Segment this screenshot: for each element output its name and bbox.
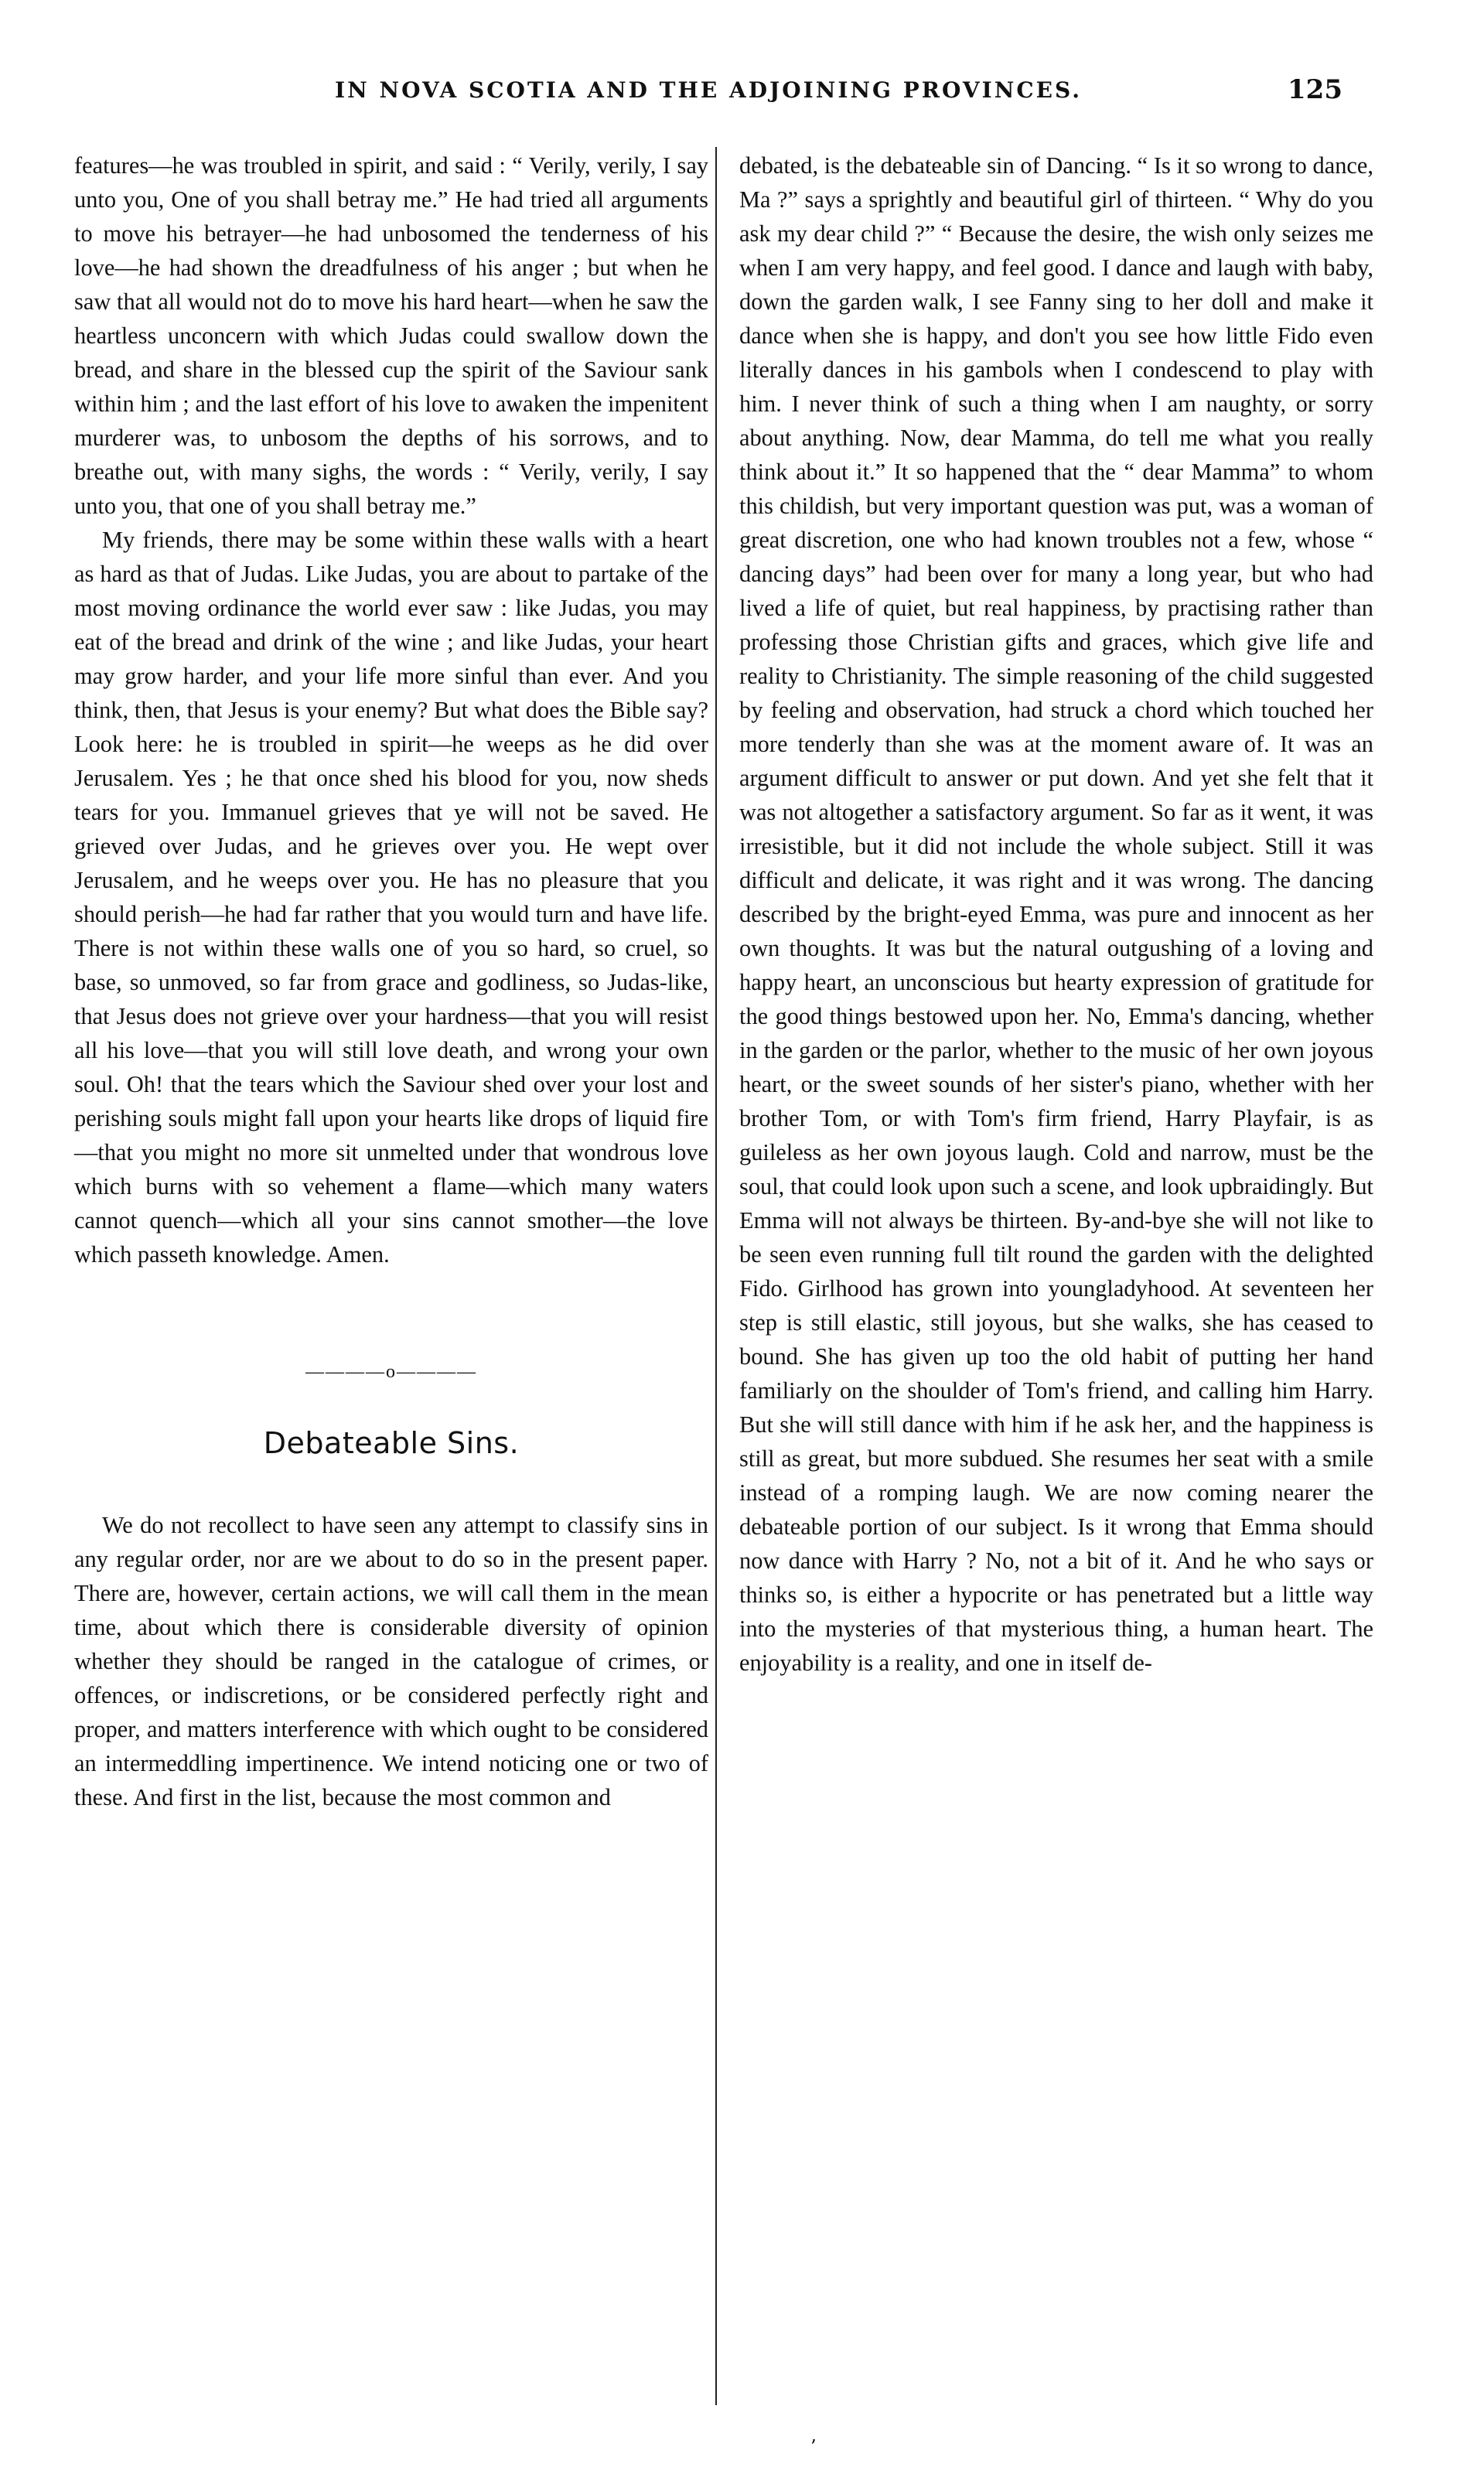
paragraph-sermon-appeal: My friends, there may be some within these walls with a heart as hard as that of Judas. Like Judas, you are about to partake of the most moving ordinance the world ever saw : like Judas, you may eat of the bread and drink of the wine ; and like Judas, your heart may grow harder, and your life more sinful than ever. And you think, then, that Jesus is your enemy? But what does the Bible say? Look here: he is troubled in spirit—he weeps as he did over Jerusalem. Yes ; he that once shed his blood for you, now sheds tears for you. Immanuel grieves that ye will not be saved. He grieved over Judas, and he grieves over you. He wept over Jerusalem, and he weeps over you. He has no pleasure that you should perish—he had far rather that you would turn and have life. There is not within these walls one of you so hard, so cruel, so base, so unmoved, so far from grace and godliness, so Judas-like, that Jesus does not grieve over your hardness—that you will resist all his love—that you will still love death, and wrong your own soul. Oh! that the tears which the Saviour shed over your lost and perishing souls might fall upon your hearts like drops of liquid fire—that you might no more sit unmelted under that wondrous love which burns with so vehement a flame—which many waters cannot quench—which all your sins cannot smother—the love which passeth knowledge. Amen. [74, 527, 708, 1268]
column-rule [715, 147, 717, 2405]
paragraph-sermon-end: features—he was troubled in spirit, and said : “ Verily, verily, I say unto you, One of you shall betray me.” He had tried all arguments to move his betrayer—he had unbosomed the tenderness of his love—he had shown the dreadfulness of his anger ; but when he saw that all would not do to move his hard heart—when he saw the heartless unconcern with which Judas could swallow down the bread, and share in the blessed cup the spirit of the Saviour sank within him ; and the last effort of his love to awaken the impenitent murderer was, to unbosom the depths of his sorrows, and to breathe out, with many sighs, the words : “ Verily, verily, I say unto you, that one of you shall betray me.” [74, 152, 708, 519]
page-number: 125 [1288, 74, 1342, 105]
bottom-mark: ’ [810, 2436, 817, 2458]
right-column [739, 148, 1373, 1680]
article-title: Debateable Sins. [263, 1426, 520, 1460]
section-divider: ————o———— [305, 1362, 477, 1382]
paragraph-debateable-intro: We do not recollect to have seen any attempt to classify sins in any regular order, nor are we about to do so in the present paper. There are, however, certain actions, we will call them in the mean time, about which there is considerable diversity of opinion whether they should be ranged in the catalogue of crimes, or offences, or indiscretions, or be considered perfectly right and proper, and matters interference with which ought to be considered an intermeddling impertinence. We intend noticing one or two of these. And first in the list, because the most common and [74, 1512, 708, 1810]
running-head-title: IN NOVA SCOTIA AND THE ADJOINING PROVINCES. [335, 77, 1082, 103]
paragraph-dancing: debated, is the debateable sin of Dancing. “ Is it so wrong to dance, Ma ?” says a sprightly and beautiful girl of thirteen. “ Why do you ask my dear child ?” “ Because the desire, the wish only seizes me when I am very happy, and feel good. I dance and laugh with baby, down the garden walk, I see Fanny sing to her doll and make it dance when she is happy, and don't you see how little Fido even literally dances in his gambols when I condescend to play with him. I never think of such a thing when I am naughty, or sorry about anything. Now, dear Mamma, do tell me what you really think about it.” It so happened that the “ dear Mamma” to whom this childish, but very important question was put, was a woman of great discretion, one who had known troubles not a few, whose “ dancing days” had been over for many a long year, but who had lived a life of quiet, but real happiness, by practising rather than professing those Christian gifts and graces, which give life and reality to Christianity. The simple reasoning of the child suggested by feeling and observation, had struck a chord which touched her more tenderly than she was at the moment aware of. It was an argument difficult to answer or put down. And yet she felt that it was not altogether a satisfactory argument. So far as it went, it was irresistible, but it did not include the whole subject. Still it was difficult and delicate, it was right and it was wrong. The dancing described by the bright-eyed Emma, was pure and innocent as her own thoughts. It was but the natural outgushing of a loving and happy heart, an unconscious but hearty expression of gratitude for the good things bestowed upon her. No, Emma's dancing, whether in the garden or the parlor, whether to the music of her own joyous heart, or the sweet sounds of her sister's piano, whether with her brother Tom, or with Tom's firm friend, Harry Playfair, is as guileless as her own joyous laugh. Cold and narrow, must be the soul, that could look upon such a scene, and look upbraidingly. But Emma will not always be thirteen. By-and-bye she will not like to be seen even running full tilt round the garden with the delighted Fido. Girlhood has grown into youngladyhood. At seventeen her step is still elastic, still joyous, but she walks, she has ceased to bound. She has given up too the old habit of putting her hand familiarly on the shoulder of Tom's friend, and calling him Harry. But she will still dance with him if he ask her, and the happiness is still as great, but more subdued. She resumes her seat with a smile instead of a romping laugh. We are now coming nearer the debateable portion of our subject. Is it wrong that Emma should now dance with Harry ? No, not a bit of it. And he who says or thinks so, is either a hypocrite or has penetrated but a little way into the mysteries of that mysterious thing, a human heart. The enjoyability is a reality, and one in itself de- [739, 152, 1373, 1676]
running-header [74, 74, 1342, 116]
left-column [74, 148, 708, 1814]
